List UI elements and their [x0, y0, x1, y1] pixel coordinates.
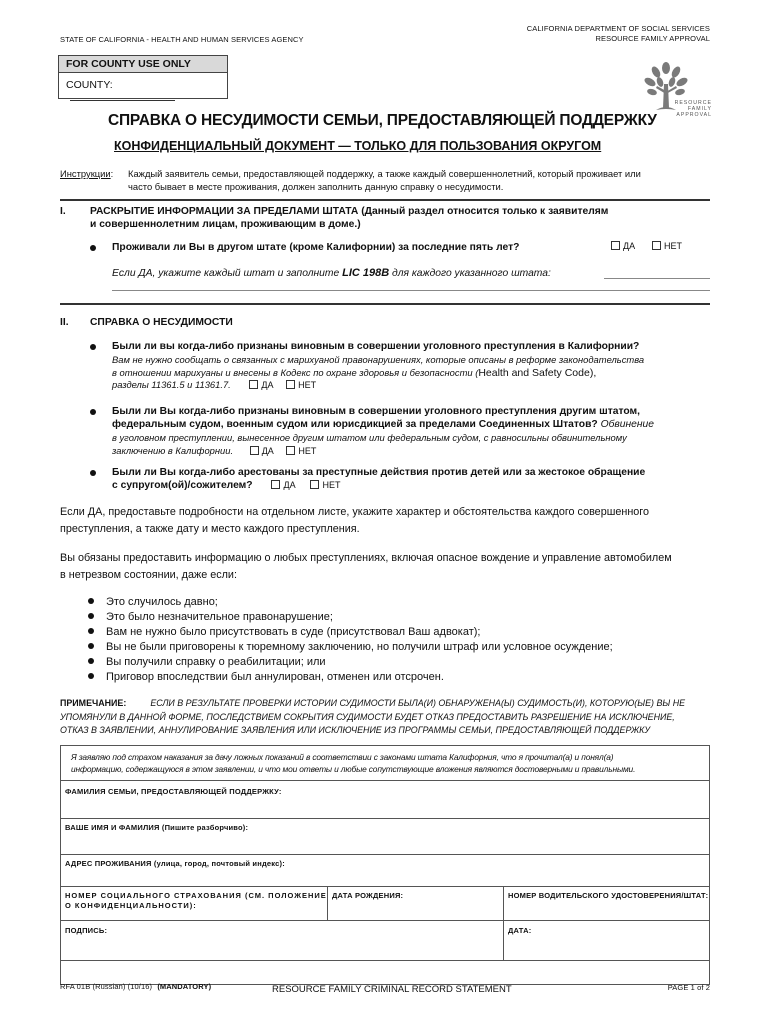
q1-note-line1: Вам не нужно сообщать о связанных с марихуаной правонарушениях, которые описаны в реформе законодательства — [112, 354, 645, 365]
department-header — [527, 24, 710, 44]
logo-text-line2: FAMILY — [687, 106, 712, 112]
form-number: RFA 01B (Russian) (10/16) — [60, 982, 153, 991]
county-label: COUNTY: — [66, 79, 113, 91]
checkbox-icon[interactable] — [310, 480, 319, 489]
section1-no-option[interactable] — [652, 241, 682, 251]
yes-label: ДА — [261, 380, 274, 390]
declaration-line1: Я заявляю под страхом наказания за дачу ложных показаний в соответствии с законами штата Калифорния, что я прочитал(а) и понял(а) — [71, 752, 614, 762]
instructions-line2: часто бывает в месте проживания, должен заполнить данную справку о несудимости. — [128, 180, 504, 192]
logo-text-line1: RESOURCE — [674, 100, 712, 106]
bullet-icon — [90, 470, 96, 476]
applicant-information-form — [60, 745, 710, 985]
details-line2: преступления, а также дату и место каждого преступления. — [60, 523, 360, 535]
details-instruction — [60, 504, 649, 538]
checkbox-icon[interactable] — [250, 446, 259, 455]
section1-heading-line2: и совершеннолетним лицам, проживающим в доме.) — [90, 219, 361, 230]
q1-note-line3 — [112, 379, 712, 392]
q3-no-option[interactable] — [310, 480, 340, 490]
divider — [60, 199, 710, 201]
q2-line2-text: федеральным судом, военным судом или юрисдикцией за пределами Соединенных Штатов? — [112, 419, 598, 430]
yes-label: ДА — [261, 445, 274, 456]
yes-label: ДА — [623, 241, 636, 251]
program-name: RESOURCE FAMILY APPROVAL — [595, 34, 710, 43]
q3-yes-option[interactable] — [271, 480, 295, 490]
note-label: ПРИМЕЧАНИЕ: — [60, 698, 127, 708]
list-item-text: Это случилось давно; — [106, 596, 218, 608]
list-item-text: Вы получили справку о реабилитации; или — [106, 656, 326, 668]
q2-note-start: Обвинение — [600, 419, 655, 430]
bullet-icon — [88, 613, 94, 619]
list-item-text: Приговор впоследствии был аннулирован, отменен или отсрочен. — [106, 671, 444, 683]
county-field[interactable] — [70, 91, 175, 101]
q2-line2 — [112, 418, 654, 431]
page-title: СПРАВКА О НЕСУДИМОСТИ СЕМЬИ, ПРЕДОСТАВЛЯЮЩЕЙ ПОДДЕРЖКУ — [108, 112, 657, 129]
disclosure-requirement — [60, 550, 672, 584]
divider — [61, 780, 709, 781]
note-line1 — [60, 697, 720, 711]
if-yes-text: Если ДА, укажите каждый штат и заполните — [112, 268, 340, 279]
bullet-icon — [90, 409, 96, 415]
q2-note-end: заключению в Калифорнии. — [112, 444, 234, 456]
signature-label: ПОДПИСЬ: — [65, 926, 108, 935]
divider — [61, 920, 709, 921]
agency-header: STATE OF CALIFORNIA - HEALTH AND HUMAN SERVICES AGENCY — [60, 35, 304, 44]
date-field[interactable] — [504, 935, 709, 960]
section1-heading — [90, 205, 608, 231]
checkbox-icon[interactable] — [652, 241, 661, 250]
question-other-jurisdiction-note — [112, 432, 627, 457]
list-item — [88, 611, 333, 623]
q1-note-line2-text: в отношении марихуаны и внесены в Кодекс по охране здоровья и безопасности ( — [112, 366, 479, 378]
your-name-label: ВАШЕ ИМЯ И ФАМИЛИЯ (Пишите разборчиво): — [65, 823, 249, 832]
instructions-label-text: Инструкции — [60, 168, 111, 179]
department-name: CALIFORNIA DEPARTMENT OF SOCIAL SERVICES — [526, 24, 710, 33]
question-california-note — [112, 354, 712, 392]
q3-line2-text: с супругом(ой)/сожителем? — [112, 480, 253, 491]
q1-no-option[interactable] — [286, 380, 316, 390]
logo-text-line3: APPROVAL — [676, 112, 712, 118]
divider — [61, 854, 709, 855]
checkbox-icon[interactable] — [286, 380, 295, 389]
ssn-label-line1: НОМЕР СОЦИАЛЬНОГО СТРАХОВАНИЯ (СМ. ПОЛОЖЕНИЕ — [65, 891, 327, 900]
q3-line2 — [112, 479, 645, 492]
dob-label: ДАТА РОЖДЕНИЯ: — [332, 891, 404, 900]
q1-sections: разделы 11361.5 и 11361.7. — [112, 379, 231, 390]
your-name-field[interactable] — [61, 832, 709, 854]
instructions-line1: Каждый заявитель семьи, предоставляющей поддержку, а также каждый совершеннолетний, который проживает или — [128, 168, 641, 179]
divider — [327, 886, 328, 920]
declaration-line2: информацию, содержащуюся в этом заявлении, и что мои ответы и любые сопутствующие вложения являются достоверными и правильными. — [71, 764, 636, 774]
q2-line1: Были ли Вы когда-либо признаны виновным в совершении уголовного преступления другим штатом, — [112, 406, 641, 417]
checkbox-icon[interactable] — [286, 446, 295, 455]
list-item — [88, 641, 613, 653]
address-field[interactable] — [61, 868, 709, 886]
county-row — [59, 73, 227, 110]
declaration — [71, 751, 707, 775]
instructions-text — [128, 168, 641, 193]
q1-yes-option[interactable] — [249, 380, 273, 390]
q1-note-line2 — [112, 367, 712, 380]
section2-heading: СПРАВКА О НЕСУДИМОСТИ — [90, 317, 233, 328]
no-label: НЕТ — [298, 445, 317, 456]
list-item-text: Это было незначительное правонарушение; — [106, 611, 333, 623]
checkbox-icon[interactable] — [271, 480, 280, 489]
page-subtitle: КОНФИДЕНЦИАЛЬНЫЙ ДОКУМЕНТ — ТОЛЬКО ДЛЯ ПОЛЬЗОВАНИЯ ОКРУГОМ — [114, 139, 602, 153]
form-name: RESOURCE FAMILY CRIMINAL RECORD STATEMENT — [272, 984, 512, 995]
list-item — [88, 671, 444, 683]
county-use-box — [58, 55, 228, 99]
form-id — [60, 982, 211, 991]
states-field[interactable] — [604, 278, 710, 279]
section2-number: II. — [60, 317, 69, 328]
q2-note-line2 — [112, 445, 627, 458]
license-label: НОМЕР ВОДИТЕЛЬСКОГО УДОСТОВЕРЕНИЯ/ШТАТ: — [508, 891, 709, 900]
ssn-label-line2: О КОНФИДЕНЦИАЛЬНОСТИ): — [65, 901, 197, 910]
ssn-label — [65, 891, 327, 911]
question-arrest — [112, 466, 645, 492]
bullet-icon — [88, 598, 94, 604]
logo-text — [675, 100, 712, 118]
no-label: НЕТ — [298, 380, 317, 390]
if-yes-text-end: для каждого указанного штата: — [392, 268, 551, 279]
bullet-icon — [88, 658, 94, 664]
list-item — [88, 626, 481, 638]
family-name-field[interactable] — [61, 796, 709, 818]
question-other-jurisdiction — [112, 405, 654, 431]
section1-question: Проживали ли Вы в другом штате (кроме Калифорнии) за последние пять лет? — [112, 242, 520, 253]
form-reference: LIC 198B — [342, 267, 390, 279]
list-item — [88, 656, 326, 668]
checkbox-icon[interactable] — [249, 380, 258, 389]
no-label: НЕТ — [322, 480, 341, 490]
q2-note-line1: в уголовном преступлении, вынесенное другим штатом или федеральным судом, с равносильны обвинительному — [112, 432, 627, 443]
bullet-icon — [88, 628, 94, 634]
page-number: PAGE 1 of 2 — [667, 983, 710, 992]
health-safety-code: Health and Safety Code), — [478, 366, 597, 379]
instructions-label: Инструкции: — [60, 168, 114, 179]
mandatory-label: (MANDATORY) — [157, 982, 212, 991]
family-name-label: ФАМИЛИЯ СЕМЬИ, ПРЕДОСТАВЛЯЮЩЕЙ ПОДДЕРЖКУ: — [65, 787, 282, 796]
address-label: АДРЕС ПРОЖИВАНИЯ (улица, город, почтовый индекс): — [65, 859, 285, 868]
must-line2: в нетрезвом состоянии, даже если: — [60, 569, 237, 581]
states-field-continued[interactable] — [112, 290, 710, 291]
q2-yes-option[interactable] — [250, 446, 274, 456]
bullet-icon — [90, 344, 96, 350]
q3-line1: Были ли Вы когда-либо арестованы за преступные действия против детей или за жестокое обращение — [112, 467, 646, 478]
no-label: НЕТ — [664, 241, 682, 251]
divider — [60, 303, 710, 305]
divider — [61, 886, 709, 887]
list-item — [88, 596, 218, 608]
details-line1: Если ДА, предоставьте подробности на отдельном листе, укажите характер и обстоятельства каждого совершенного — [60, 506, 649, 518]
checkbox-icon[interactable] — [611, 241, 620, 250]
warning-note — [60, 697, 720, 738]
note-line3: ОТКАЗ В ЗАЯВЛЕНИИ, АННУЛИРОВАНИЕ ЗАЯВЛЕНИЯ ИЛИ ИСКЛЮЧЕНИЕ ИЗ ПРОГРАММЫ СЕМЬИ, ПРЕДОСТАВЛЯЮЩЕЙ ПОДДЕРЖКУ — [60, 725, 651, 735]
divider — [61, 960, 709, 961]
q2-no-option[interactable] — [286, 446, 316, 456]
bullet-icon — [88, 673, 94, 679]
section1-yes-option[interactable] — [611, 241, 635, 251]
must-line1: Вы обязаны предоставить информацию о любых преступлениях, включая опасное вождение и управление автомобилем — [60, 552, 672, 564]
bullet-icon — [88, 643, 94, 649]
section1-if-yes — [112, 267, 551, 280]
list-item-text: Вам не нужно было присутствовать в суде (присутствовал Ваш адвокат); — [106, 626, 481, 638]
date-label: ДАТА: — [508, 926, 532, 935]
section1-heading-line1: РАСКРЫТИЕ ИНФОРМАЦИИ ЗА ПРЕДЕЛАМИ ШТАТА (Данный раздел относится только к заявителям — [90, 206, 609, 217]
yes-label: ДА — [283, 480, 296, 490]
bullet-icon — [90, 245, 96, 251]
divider — [61, 818, 709, 819]
note-text-line1: ЕСЛИ В РЕЗУЛЬТАТЕ ПРОВЕРКИ ИСТОРИИ СУДИМОСТИ БЫЛА(И) ОБНАРУЖЕНА(Ы) СУДИМОСТЬ(И), КОТОРУЮ(ЫЕ) ВЫ НЕ — [150, 698, 686, 708]
section1-number: I. — [60, 206, 66, 217]
list-item-text: Вы не были приговорены к тюремному заключению, но получили штраф или условное осуждение; — [106, 641, 613, 653]
county-use-title: FOR COUNTY USE ONLY — [59, 56, 227, 73]
note-line2: УПОМЯНУЛИ В ДАННОЙ ФОРМЕ, ПОСЛЕДСТВИЕМ СОКРЫТИЯ СУДИМОСТИ БУДЕТ ОТКАЗ ПРЕДОСТАВИТЬ РАЗРЕШЕНИЕ НА ИСКЛЮЧЕНИЕ, — [60, 711, 675, 722]
question-california: Были ли вы когда-либо признаны виновным в совершении уголовного преступления в Калифорнии? — [112, 341, 640, 352]
signature-field[interactable] — [61, 935, 503, 960]
